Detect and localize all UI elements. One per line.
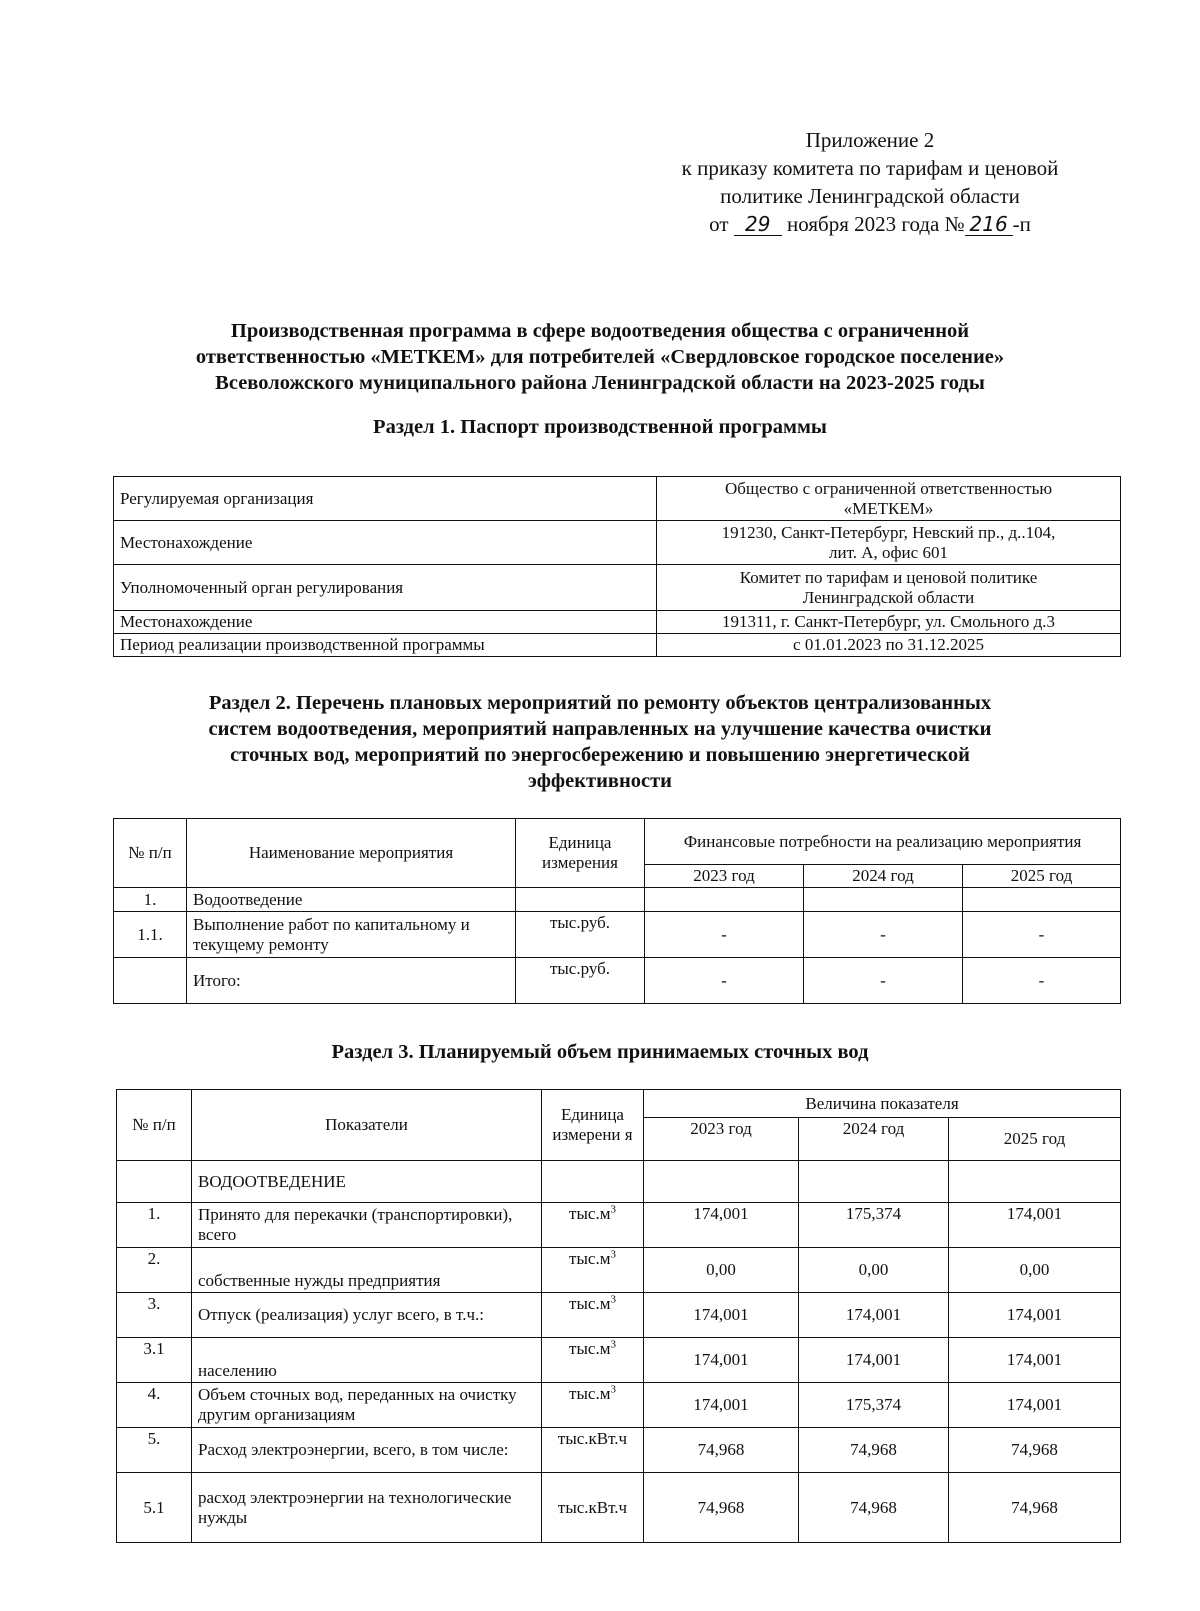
row-unit: $тыс.м^3$ [542,1203,644,1248]
row-name: населению [192,1338,542,1383]
row-value: 0,00 [644,1248,799,1293]
row-value: 74,968 [799,1428,949,1473]
table-header-row [117,1090,1121,1118]
row-value: 174,001 [949,1338,1121,1383]
row-value [644,1161,799,1203]
table-row [117,1293,1121,1338]
col-num-header: № п/п [114,819,187,888]
row-num [117,1161,192,1203]
year-2024-header: 2024 год [799,1118,949,1161]
row-value: 74,968 [644,1473,799,1543]
year-2023-header: 2023 год [645,865,804,888]
passport-table [113,476,1121,657]
passport-label: Местонахождение [114,611,657,634]
section2-title: Раздел 2. Перечень плановых мероприятий по ремонту объектов централизованных систем водоотведения, мероприятий направленных на улучшение качества очистки сточных вод, мероприятий по энергосбережению и повышению энергетической эффективности [208,692,992,792]
row-name: Принято для перекачки (транспортировки), всего [192,1203,542,1248]
from-label: от [709,212,729,236]
row-value: 174,001 [644,1203,799,1248]
row-value: - [645,958,804,1004]
document-title [120,318,1080,396]
table-row [114,477,1121,521]
row-unit [516,888,645,912]
row-num [114,958,187,1004]
row-unit: $тыс.м^3$ [542,1293,644,1338]
passport-label: Период реализации производственной программы [114,634,657,657]
table-row [114,912,1121,958]
passport-value: 191230, Санкт-Петербург, Невский пр., д..104, лит. А, офис 601 [657,521,1121,565]
row-value: 174,001 [644,1293,799,1338]
row-unit [542,1161,644,1203]
row-num: 5.1 [117,1473,192,1543]
row-value [804,888,963,912]
row-value: 74,968 [949,1473,1121,1543]
year-2025-header: 2025 год [963,865,1121,888]
table-row [114,521,1121,565]
col-unit-header: Единица измерени я [542,1090,644,1161]
row-name: Итого: [187,958,516,1004]
appendix-label: Приложение 2 [805,128,935,152]
year-2025-header: 2025 год [949,1118,1121,1161]
passport-label: Регулируемая организация [114,477,657,521]
order-line: к приказу комитета по тарифам и ценовой [681,156,1059,180]
year-2023-header: 2023 год [644,1118,799,1161]
col-finance-header: Финансовые потребности на реализацию мероприятия [645,819,1121,865]
col-value-header: Величина показателя [644,1090,1121,1118]
row-unit: тыс.кВт.ч [542,1428,644,1473]
table-row [114,958,1121,1004]
row-value: 74,968 [949,1428,1121,1473]
row-num: 2. [117,1248,192,1293]
table-row [117,1428,1121,1473]
table-row [117,1161,1121,1203]
table-row [117,1338,1121,1383]
order-date-line [600,210,1140,238]
handwritten-number: 216 [965,213,1013,236]
title-line-3: Всеволожского муниципального района Ленинградской области на 2023-2025 годы [215,372,985,394]
row-num: 1. [117,1203,192,1248]
row-unit: $тыс.м^3$ [542,1248,644,1293]
row-value: 175,374 [799,1383,949,1428]
row-value: - [804,958,963,1004]
handwritten-day: 29 [734,213,782,236]
section3-title: Раздел 3. Планируемый объем принимаемых сточных вод [331,1041,869,1063]
activities-table [113,818,1121,1004]
row-num: 5. [117,1428,192,1473]
row-value: 174,001 [799,1338,949,1383]
col-indicator-header: Показатели [192,1090,542,1161]
order-line-2: политике Ленинградской области [720,184,1020,208]
col-num-header: № п/п [117,1090,192,1161]
row-value: 0,00 [799,1248,949,1293]
row-unit: тыс.руб. [516,912,645,958]
row-value: 174,001 [644,1383,799,1428]
row-value [799,1161,949,1203]
year-2024-header: 2024 год [804,865,963,888]
group-label: ВОДООТВЕДЕНИЕ [192,1161,542,1203]
row-num: 3. [117,1293,192,1338]
table-row [114,888,1121,912]
row-value [963,888,1121,912]
row-name: Отпуск (реализация) услуг всего, в т.ч.: [192,1293,542,1338]
passport-value: 191311, г. Санкт-Петербург, ул. Смольного д.3 [657,611,1121,634]
row-value [645,888,804,912]
row-name: собственные нужды предприятия [192,1248,542,1293]
row-value: - [804,912,963,958]
month-year: ноября 2023 года № [787,212,965,236]
section1-title: Раздел 1. Паспорт производственной программы [373,416,827,438]
row-value: 0,00 [949,1248,1121,1293]
title-line-1: Производственная программа в сфере водоотведения общества с ограниченной [230,320,970,342]
table-row [114,611,1121,634]
table-row [117,1248,1121,1293]
title-line-2: ответственностью «МЕТКЕМ» для потребителей «Свердловское городское поселение» [195,346,1005,368]
row-value: 174,001 [949,1203,1121,1248]
table-row [114,565,1121,611]
table-row [117,1383,1121,1428]
row-value: 174,001 [799,1293,949,1338]
row-name: расход электроэнергии на технологические нужды [192,1473,542,1543]
row-value: 74,968 [799,1473,949,1543]
order-reference-block [600,126,1140,238]
table-row [117,1473,1121,1543]
passport-label: Уполномоченный орган регулирования [114,565,657,611]
row-value [949,1161,1121,1203]
row-name: Водоотведение [187,888,516,912]
row-value: 174,001 [949,1293,1121,1338]
row-value: - [645,912,804,958]
row-num: 3.1 [117,1338,192,1383]
passport-value: с 01.01.2023 по 31.12.2025 [657,634,1121,657]
passport-label: Местонахождение [114,521,657,565]
row-num: 4. [117,1383,192,1428]
passport-value: Комитет по тарифам и ценовой политике Ленинградской области [657,565,1121,611]
row-name: Выполнение работ по капитальному и текущему ремонту [187,912,516,958]
row-value: 175,374 [799,1203,949,1248]
row-value: 74,968 [644,1428,799,1473]
row-unit: $тыс.м^3$ [542,1383,644,1428]
col-unit-header: Единица измерения [516,819,645,888]
row-num: 1. [114,888,187,912]
row-unit: тыс.кВт.ч [542,1473,644,1543]
row-value: 174,001 [644,1338,799,1383]
row-unit: тыс.руб. [516,958,645,1004]
table-header-row [114,819,1121,865]
table-row [117,1203,1121,1248]
col-name-header: Наименование мероприятия [187,819,516,888]
row-value: - [963,958,1121,1004]
row-value: 174,001 [949,1383,1121,1428]
row-name: Объем сточных вод, переданных на очистку другим организациям [192,1383,542,1428]
row-unit: $тыс.м^3$ [542,1338,644,1383]
table-row [114,634,1121,657]
passport-value: Общество с ограниченной ответственностью «МЕТКЕМ» [657,477,1121,521]
row-name: Расход электроэнергии, всего, в том числе: [192,1428,542,1473]
wastewater-volume-table [116,1089,1121,1543]
number-suffix: -п [1012,212,1031,236]
row-num: 1.1. [114,912,187,958]
row-value: - [963,912,1121,958]
